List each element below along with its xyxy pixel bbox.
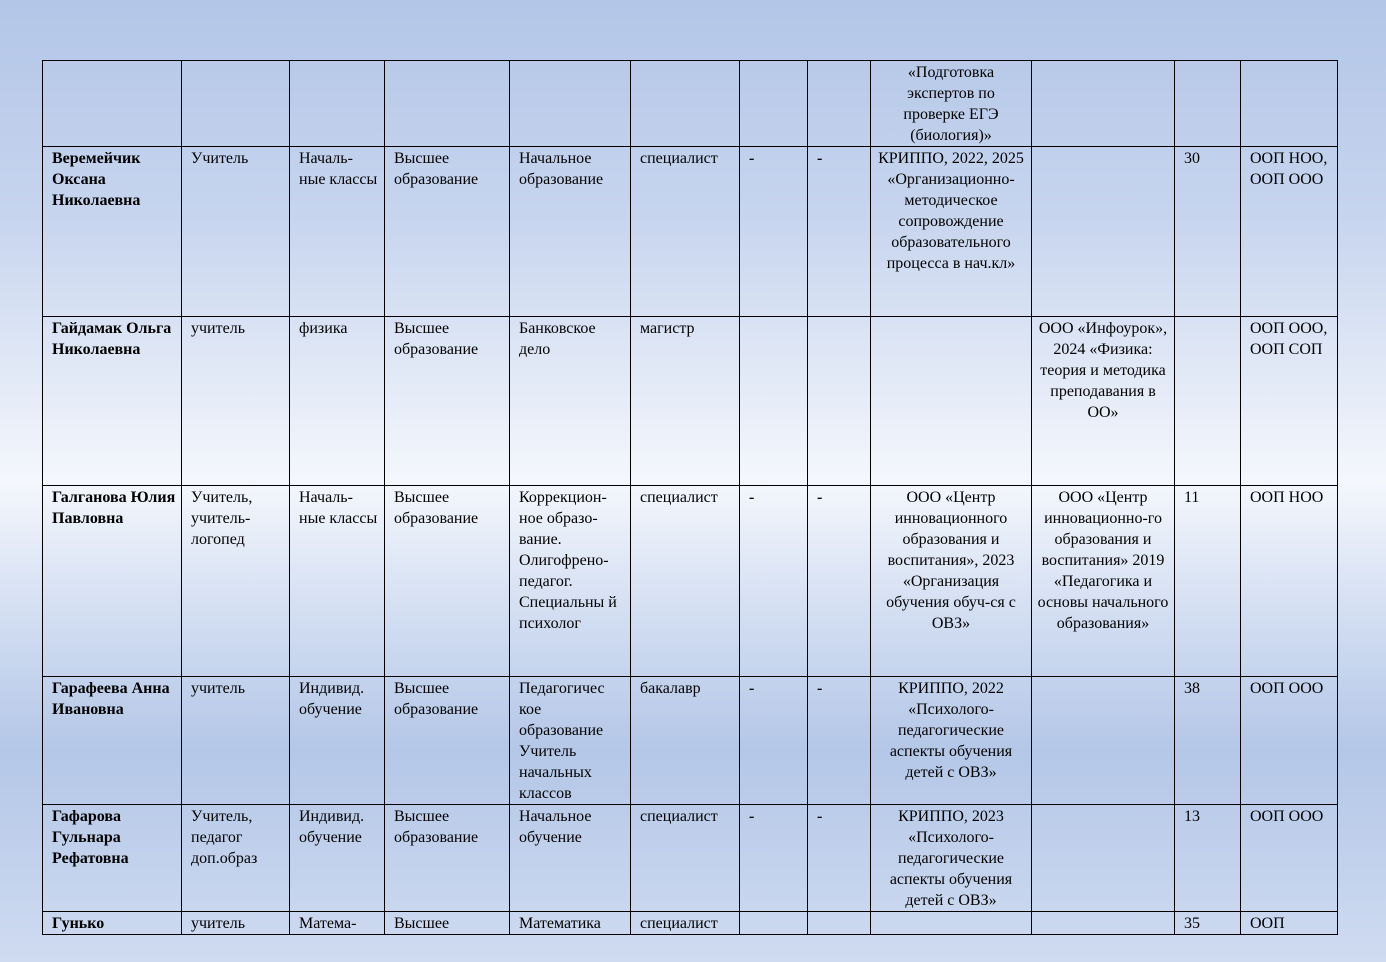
subject-cell bbox=[290, 317, 385, 486]
subject-cell-text: Индивид. обучение bbox=[299, 680, 365, 718]
retraining-cell-text: ООО «Инфоурок», 2024 «Физика: теория и методика преподавания в ОО» bbox=[1038, 320, 1168, 421]
title-cell bbox=[808, 147, 871, 317]
table-row bbox=[43, 805, 1338, 912]
education-cell bbox=[385, 677, 510, 805]
courses-cell bbox=[871, 805, 1032, 912]
title-cell bbox=[808, 912, 871, 935]
table-row bbox=[43, 61, 1338, 147]
education-cell bbox=[385, 805, 510, 912]
courses-cell-text: «Подготовка экспертов по проверке ЕГЭ (биология)» bbox=[903, 64, 999, 144]
programs-cell bbox=[1241, 912, 1338, 935]
experience-cell bbox=[1175, 317, 1241, 486]
title-cell-text: - bbox=[817, 489, 823, 506]
retraining-cell bbox=[1032, 147, 1175, 317]
specialty-cell bbox=[510, 805, 631, 912]
specialty-cell-text: Банковское дело bbox=[519, 320, 596, 358]
specialty-cell-text: Математика bbox=[519, 915, 601, 932]
teacher-name bbox=[43, 805, 182, 912]
programs-cell-text: ООП НОО bbox=[1250, 489, 1324, 506]
degree-cell-text: - bbox=[749, 680, 755, 697]
education-cell-text: Высшее образование bbox=[394, 489, 479, 527]
title-cell bbox=[808, 677, 871, 805]
courses-cell-text: КРИППО, 2022, 2025 «Организационно-методическое сопровождение образовательного процесса в нач.кл» bbox=[878, 150, 1024, 272]
title-cell-text: - bbox=[817, 680, 823, 697]
retraining-cell bbox=[1032, 805, 1175, 912]
qualification-cell-text: специалист bbox=[640, 150, 718, 167]
education-cell-text: Высшее образование bbox=[394, 680, 479, 718]
qualification-cell-text: специалист bbox=[640, 489, 718, 506]
education-cell-text: Высшее образование bbox=[394, 808, 479, 846]
programs-cell-text: ООП ООО bbox=[1250, 680, 1324, 697]
specialty-cell bbox=[510, 912, 631, 935]
position-cell-text: Учитель, учитель-логопед bbox=[191, 489, 253, 548]
position-cell bbox=[182, 805, 290, 912]
education-cell-text: Высшее образование bbox=[394, 320, 479, 358]
specialty-cell-text: Начальное образование bbox=[519, 150, 604, 188]
position-cell bbox=[182, 317, 290, 486]
title-cell bbox=[808, 805, 871, 912]
experience-cell bbox=[1175, 912, 1241, 935]
specialty-cell bbox=[510, 147, 631, 317]
programs-cell bbox=[1241, 486, 1338, 677]
programs-cell-text: ООП НОО, ООП ООО bbox=[1250, 150, 1328, 188]
courses-cell bbox=[871, 677, 1032, 805]
education-cell bbox=[385, 317, 510, 486]
table-row bbox=[43, 677, 1338, 805]
teacher-name-text: Гайдамак Ольга Николаевна bbox=[52, 320, 172, 358]
specialty-cell-text: Коррекцион-ное образо-вание. Олигофрено-педагог. Специальны й психолог bbox=[519, 489, 617, 632]
specialty-cell-text: Педагогичес кое образование Учитель начальных классов bbox=[519, 680, 605, 802]
subject-cell-text: Началь- ные классы bbox=[299, 150, 378, 188]
experience-cell-text: 35 bbox=[1184, 915, 1200, 932]
education-cell bbox=[385, 912, 510, 935]
specialty-cell-text: Начальное обучение bbox=[519, 808, 592, 846]
teacher-name bbox=[43, 317, 182, 486]
courses-cell bbox=[871, 317, 1032, 486]
teacher-name-text: Галганова Юлия Павловна bbox=[52, 489, 176, 527]
retraining-cell bbox=[1032, 912, 1175, 935]
programs-cell-text: ООП ООО, ООП СОП bbox=[1250, 320, 1328, 358]
qualification-cell bbox=[631, 912, 740, 935]
subject-cell bbox=[290, 677, 385, 805]
programs-cell bbox=[1241, 805, 1338, 912]
teacher-name-text: Гунько bbox=[52, 915, 105, 932]
education-cell-text: Высшее bbox=[394, 915, 450, 932]
table-row bbox=[43, 147, 1338, 317]
position-cell bbox=[182, 147, 290, 317]
retraining-cell-text: ООО «Центр инновационно-го образования и воспитания» 2019 «Педагогика и основы начального образования» bbox=[1037, 489, 1169, 632]
teacher-name bbox=[43, 677, 182, 805]
experience-cell-text: 11 bbox=[1184, 489, 1200, 506]
experience-cell bbox=[1175, 147, 1241, 317]
subject-cell bbox=[290, 147, 385, 317]
experience-cell bbox=[1175, 677, 1241, 805]
table-row bbox=[43, 912, 1338, 935]
subject-cell bbox=[290, 486, 385, 677]
courses-cell-text: КРИППО, 2023 «Психолого-педагогические аспекты обучения детей с ОВЗ» bbox=[889, 808, 1013, 909]
teacher-name bbox=[43, 486, 182, 677]
degree-cell bbox=[740, 912, 808, 935]
qualification-cell bbox=[631, 805, 740, 912]
table-body bbox=[43, 61, 1338, 935]
experience-cell-text: 13 bbox=[1184, 808, 1200, 825]
degree-cell bbox=[740, 677, 808, 805]
education-cell bbox=[385, 147, 510, 317]
subject-cell-text: Индивид. обучение bbox=[299, 808, 365, 846]
subject-cell-text: Началь- ные классы bbox=[299, 489, 378, 527]
title-cell-text: - bbox=[817, 150, 823, 167]
retraining-cell bbox=[1032, 677, 1175, 805]
qualification-cell bbox=[631, 147, 740, 317]
experience-cell-text: 38 bbox=[1184, 680, 1200, 697]
degree-cell bbox=[740, 61, 808, 147]
position-cell-text: учитель bbox=[191, 915, 245, 932]
teacher-name-text: Гарафеева Анна Ивановна bbox=[52, 680, 170, 718]
education-cell bbox=[385, 61, 510, 147]
courses-cell-text: КРИППО, 2022 «Психолого-педагогические аспекты обучения детей с ОВЗ» bbox=[889, 680, 1013, 781]
programs-cell bbox=[1241, 677, 1338, 805]
teacher-name bbox=[43, 61, 182, 147]
qualification-cell bbox=[631, 317, 740, 486]
degree-cell-text: - bbox=[749, 489, 755, 506]
courses-cell bbox=[871, 912, 1032, 935]
teacher-name bbox=[43, 912, 182, 935]
title-cell bbox=[808, 317, 871, 486]
retraining-cell bbox=[1032, 61, 1175, 147]
qualification-cell-text: специалист bbox=[640, 915, 718, 932]
experience-cell-text: 30 bbox=[1184, 150, 1200, 167]
qualification-cell bbox=[631, 61, 740, 147]
specialty-cell bbox=[510, 677, 631, 805]
subject-cell bbox=[290, 805, 385, 912]
degree-cell bbox=[740, 805, 808, 912]
experience-cell bbox=[1175, 61, 1241, 147]
position-cell-text: Учитель bbox=[191, 150, 249, 167]
specialty-cell bbox=[510, 317, 631, 486]
degree-cell bbox=[740, 147, 808, 317]
position-cell-text: учитель bbox=[191, 680, 245, 697]
table-row bbox=[43, 486, 1338, 677]
position-cell bbox=[182, 912, 290, 935]
staff-table bbox=[42, 60, 1338, 935]
subject-cell bbox=[290, 912, 385, 935]
teacher-name bbox=[43, 147, 182, 317]
specialty-cell bbox=[510, 486, 631, 677]
subject-cell-text: Матема- bbox=[299, 915, 357, 932]
programs-cell-text: ООП bbox=[1250, 915, 1285, 932]
degree-cell-text: - bbox=[749, 150, 755, 167]
subject-cell bbox=[290, 61, 385, 147]
programs-cell-text: ООП ООО bbox=[1250, 808, 1324, 825]
qualification-cell-text: бакалавр bbox=[640, 680, 701, 697]
title-cell bbox=[808, 61, 871, 147]
degree-cell bbox=[740, 486, 808, 677]
qualification-cell-text: специалист bbox=[640, 808, 718, 825]
retraining-cell bbox=[1032, 317, 1175, 486]
position-cell bbox=[182, 486, 290, 677]
teacher-name-text: Гафарова Гульнара Рефатовна bbox=[52, 808, 129, 867]
courses-cell bbox=[871, 147, 1032, 317]
position-cell bbox=[182, 677, 290, 805]
courses-cell-text: ООО «Центр инновационного образования и воспитания», 2023 «Организация обучения обуч-ся с ОВЗ» bbox=[886, 489, 1016, 632]
experience-cell bbox=[1175, 486, 1241, 677]
programs-cell bbox=[1241, 61, 1338, 147]
experience-cell bbox=[1175, 805, 1241, 912]
position-cell bbox=[182, 61, 290, 147]
qualification-cell bbox=[631, 677, 740, 805]
education-cell-text: Высшее образование bbox=[394, 150, 479, 188]
subject-cell-text: физика bbox=[299, 320, 348, 337]
degree-cell bbox=[740, 317, 808, 486]
qualification-cell bbox=[631, 486, 740, 677]
table-row bbox=[43, 317, 1338, 486]
title-cell bbox=[808, 486, 871, 677]
retraining-cell bbox=[1032, 486, 1175, 677]
title-cell-text: - bbox=[817, 808, 823, 825]
courses-cell bbox=[871, 486, 1032, 677]
position-cell-text: Учитель, педагог доп.образ bbox=[191, 808, 258, 867]
specialty-cell bbox=[510, 61, 631, 147]
programs-cell bbox=[1241, 147, 1338, 317]
qualification-cell-text: магистр bbox=[640, 320, 695, 337]
programs-cell bbox=[1241, 317, 1338, 486]
teacher-name-text: Веремейчик Оксана Николаевна bbox=[52, 150, 141, 209]
position-cell-text: учитель bbox=[191, 320, 245, 337]
education-cell bbox=[385, 486, 510, 677]
degree-cell-text: - bbox=[749, 808, 755, 825]
courses-cell bbox=[871, 61, 1032, 147]
